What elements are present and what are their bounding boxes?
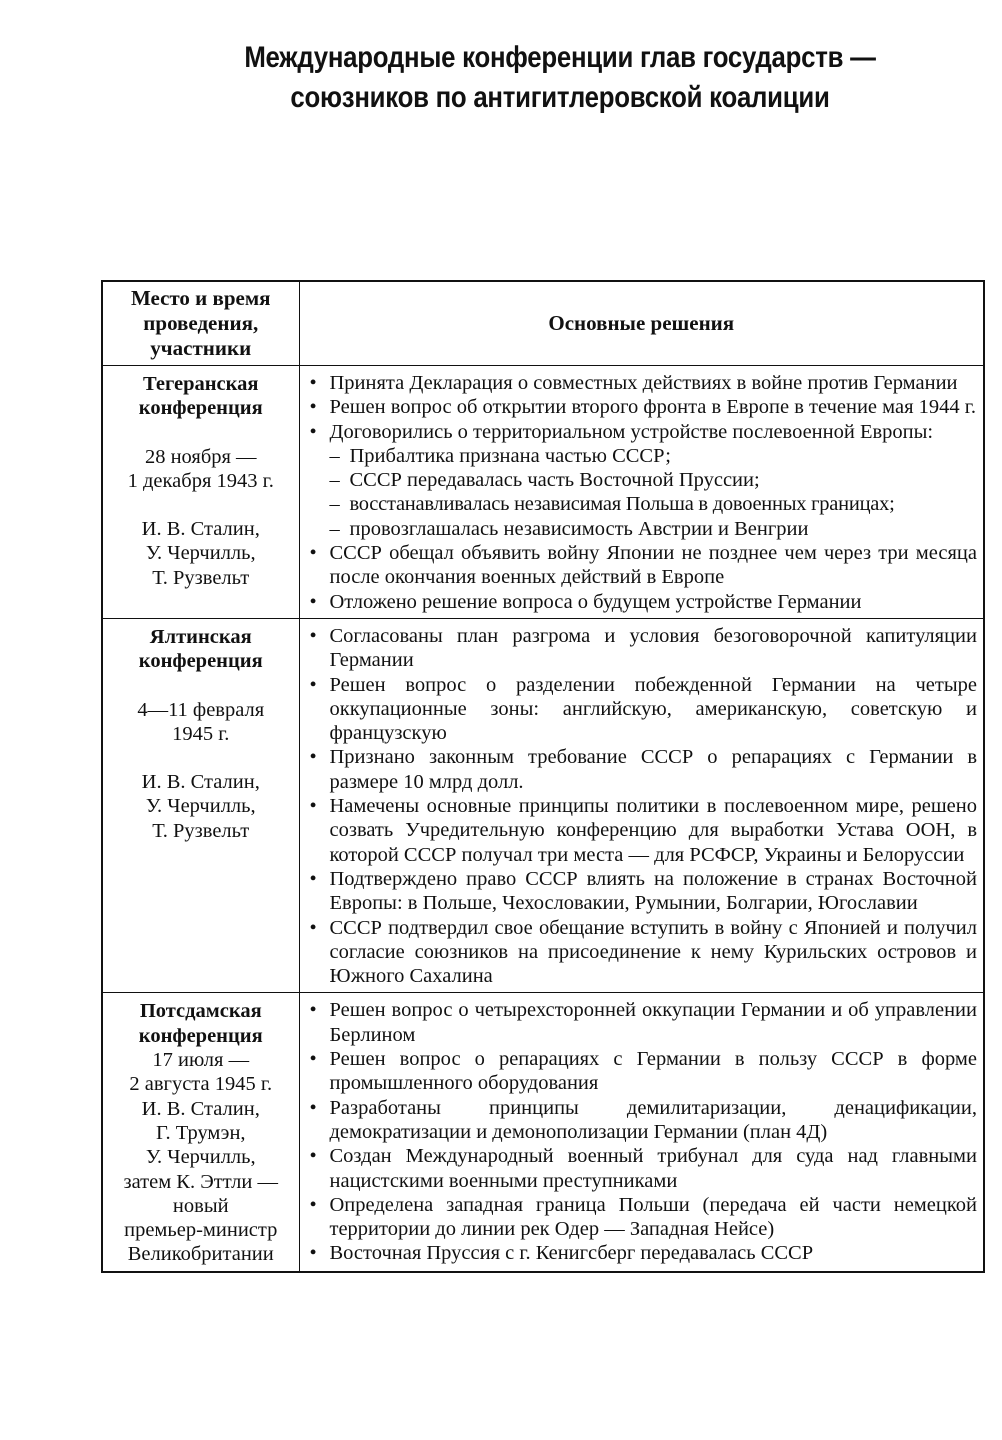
decision-text: Договорились о территориальном устройстве послевоенной Европы: <box>329 420 934 443</box>
conference-date: 28 ноября — <box>144 445 257 468</box>
participant: Т. Рузвельт <box>152 819 250 842</box>
decision-item: • Разработаны принципы демилитаризации, денацификации, демократизации и демонополизации Германии (план 4Д) <box>308 1096 978 1145</box>
participant: новый <box>172 1194 229 1217</box>
conference-name: Потсдамская <box>139 1000 262 1023</box>
decisions-cell <box>299 993 984 1272</box>
header-decisions: Основные решения <box>299 281 984 366</box>
decision-item: • Определена западная граница Польши (передача ей части немецкой территории до линии рек Одер — Западная Нейсе) <box>308 1193 978 1242</box>
table-row <box>102 618 984 992</box>
page-title-line-1: Международные конференции глав государств — <box>244 41 876 75</box>
decisions-list <box>308 371 978 614</box>
decision-item: • Решен вопрос об открытии второго фронта в Европе в течение мая 1944 г. <box>308 395 978 419</box>
decision-subitem: – Прибалтика признана частью СССР; <box>330 444 978 468</box>
page-title <box>207 38 912 118</box>
decision-subitem: – провозглашалась независимость Австрии и Венгрии <box>330 517 978 541</box>
conference-date: 4—11 февраля <box>137 698 265 721</box>
conferences-table <box>101 280 985 1273</box>
decision-item: • Решен вопрос о репарациях с Германии в пользу СССР в форме промышленного оборудования <box>308 1047 978 1096</box>
table-row <box>102 993 984 1272</box>
decision-item: • СССР подтвердил свое обещание вступить в войну с Японией и получил согласие союзников на присоединение к нему Курильских островов и Южного Сахалина <box>308 916 978 989</box>
conference-info-cell <box>102 366 299 619</box>
conference-name: Тегеранская <box>142 373 259 395</box>
decision-item: • Создан Международный военный трибунал для суда над главными нацистскими военными преступниками <box>308 1144 978 1193</box>
decisions-list <box>308 624 978 988</box>
participant: И. В. Сталин, <box>141 1097 260 1120</box>
conference-name: конференция <box>138 397 263 420</box>
participant: премьер-министр <box>124 1219 278 1242</box>
participant: У. Черчилль, <box>145 795 256 818</box>
decision-subitem: – восстанавливалась независимая Польша в довоенных границах; <box>330 492 978 516</box>
decision-item: • Восточная Пруссия с г. Кенигсберг передавалась СССР <box>308 1241 978 1265</box>
participant: У. Черчилль, <box>145 1146 256 1169</box>
decision-item: • Намечены основные принципы политики в послевоенном мире, решено созвать Учредительную конференцию для выработки Устава ООН, в которой СССР получал три места — для РСФСР, Украины и Белоруссии <box>308 794 978 867</box>
participant: И. В. Сталин, <box>141 771 260 794</box>
conference-date: 17 июля — <box>152 1049 250 1072</box>
participant: Великобритании <box>127 1243 274 1266</box>
decision-item: • Решен вопрос о разделении побежденной Германии на четыре оккупационные зоны: английскую, американскую, советскую и французскую <box>308 673 978 746</box>
conference-name: конференция <box>138 1024 263 1047</box>
conference-date: 1 декабря 1943 г. <box>127 469 274 492</box>
conference-date: 1945 г. <box>172 722 230 745</box>
participant: затем К. Эттли — <box>123 1170 278 1193</box>
conference-name: конференция <box>138 650 263 673</box>
decision-item: • Решен вопрос о четырехсторонней оккупации Германии и об управлении Берлином <box>308 998 978 1047</box>
decisions-list <box>308 998 978 1265</box>
decision-subitem: – СССР передавалась часть Восточной Пруссии; <box>330 468 978 492</box>
table-header-row <box>102 281 984 366</box>
decision-item: • СССР обещал объявить войну Японии не позднее чем через три месяца после окончания военных действий в Европе <box>308 541 978 590</box>
decision-subitems <box>330 444 978 541</box>
decision-item: • Принята Декларация о совместных действиях в войне против Германии <box>308 371 978 395</box>
participant: Т. Рузвельт <box>152 566 250 589</box>
decision-item: • Признано законным требование СССР о репарациях с Германии в размере 10 млрд долл. <box>308 745 978 794</box>
page-title-line-2: союзников по антигитлеровской коалиции <box>290 81 830 115</box>
participant: И. В. Сталин, <box>141 518 260 541</box>
conference-info-cell <box>102 993 299 1272</box>
decision-item: • Подтверждено право СССР влиять на положение в странах Восточной Европы: в Польше, Чехословакии, Румынии, Болгарии, Югославии <box>308 867 978 916</box>
decision-item: • Отложено решение вопроса о будущем устройстве Германии <box>308 590 978 614</box>
decision-item <box>308 420 978 541</box>
table-row <box>102 366 984 619</box>
decision-item: • Согласованы план разгрома и условия безоговорочной капитуляции Германии <box>308 624 978 673</box>
conference-info-cell <box>102 618 299 992</box>
conference-date: 2 августа 1945 г. <box>129 1073 273 1096</box>
decisions-cell <box>299 618 984 992</box>
conference-name: Ялтинская <box>149 625 252 648</box>
header-place: Место и время проведения, участники <box>102 281 299 366</box>
participant: Г. Трумэн, <box>155 1121 246 1144</box>
participant: У. Черчилль, <box>145 542 256 565</box>
decisions-cell <box>299 366 984 619</box>
